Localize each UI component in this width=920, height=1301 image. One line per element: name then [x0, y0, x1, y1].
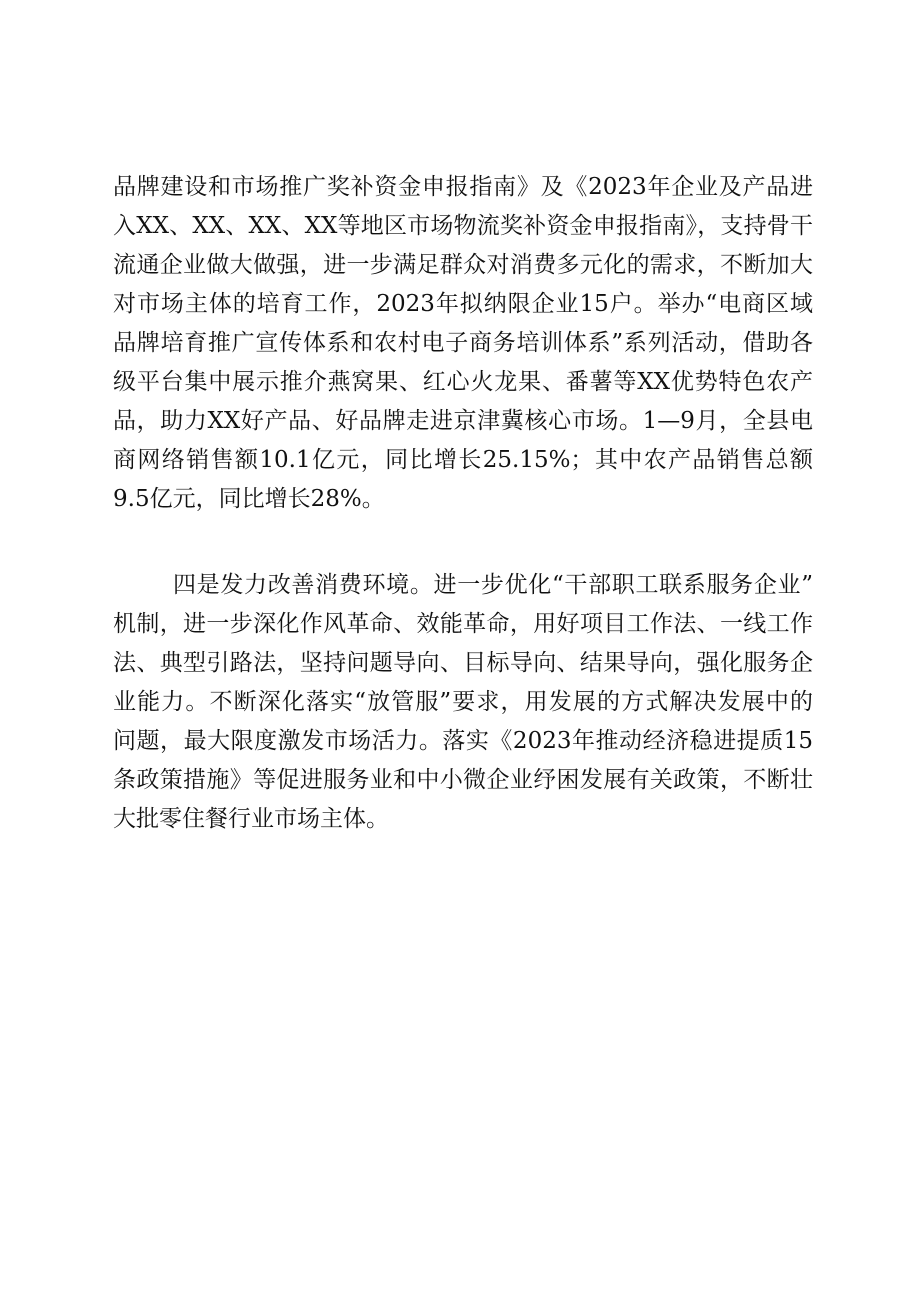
text-line: 9.5亿元，同比增长28%。 [113, 486, 385, 512]
text-line: 法、典型引路法，坚持问题导向、目标导向、结果导向，强化服务企 [113, 650, 813, 676]
paragraph-consumption-environment [113, 566, 813, 839]
paragraph-ecommerce [113, 168, 813, 519]
text-line: 四是发力改善消费环境。进一步优化“干部职工联系服务企业” [173, 572, 813, 598]
text-line: 级平台集中展示推介燕窝果、红心火龙果、番薯等XX优势特色农产 [113, 369, 813, 395]
text-line: 问题，最大限度激发市场活力。落实《2023年推动经济稳进提质15 [113, 728, 813, 754]
text-line: 流通企业做大做强，进一步满足群众对消费多元化的需求，不断加大 [113, 252, 813, 278]
text-line: 业能力。不断深化落实“放管服”要求，用发展的方式解决发展中的 [113, 689, 813, 715]
text-line: 品牌培育推广宣传体系和农村电子商务培训体系”系列活动，借助各 [113, 330, 813, 356]
text-line: 机制，进一步深化作风革命、效能革命，用好项目工作法、一线工作 [113, 611, 813, 637]
text-line: 品，助力XX好产品、好品牌走进京津冀核心市场。1—9月，全县电 [113, 408, 813, 434]
text-line: 对市场主体的培育工作，2023年拟纳限企业15户。举办“电商区域 [113, 291, 813, 317]
text-line: 品牌建设和市场推广奖补资金申报指南》及《2023年企业及产品进 [113, 174, 813, 200]
text-line: 商网络销售额10.1亿元，同比增长25.15%；其中农产品销售总额 [113, 447, 813, 473]
text-line: 大批零住餐行业市场主体。 [113, 806, 389, 832]
text-line: 入XX、XX、XX、XX等地区市场物流奖补资金申报指南》，支持骨干 [113, 213, 813, 239]
text-line: 条政策措施》等促进服务业和中小微企业纾困发展有关政策，不断壮 [113, 767, 813, 793]
